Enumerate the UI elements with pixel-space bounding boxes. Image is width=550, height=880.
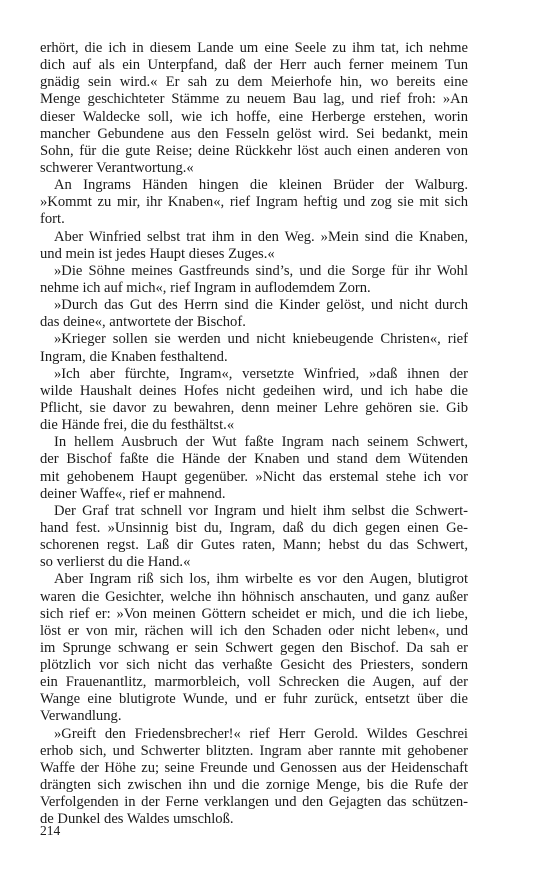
paragraph [40, 263, 468, 297]
text-line: hand fest. »Unsinnig bist du, Ingram, daß du dich gegen einen Ge- [40, 519, 468, 536]
text-line: drängten sich zwischen ihn und die zornige Menge, bis die Rufe der [40, 777, 468, 794]
text-line: Waffe der Höhe zu; seine Freunde und Genossen aus der Heidenschaft [40, 759, 468, 776]
paragraph [40, 40, 468, 177]
text-line: mancher Gebundene aus den Fesseln gelöst wird. Sei bedankt, mein [40, 125, 468, 142]
text-line: Verfolgenden in der Ferne verklangen und den Gejagten das schützen- [40, 794, 468, 811]
text-line: sich rief er: »Von meinen Göttern scheidet er mich, und die ich liebe, [40, 605, 468, 622]
paragraph [40, 297, 468, 331]
text-line: »Kommt zu mir, ihr Knaben«, rief Ingram heftig und zog sie mit sich [40, 194, 468, 211]
paragraph [40, 366, 468, 435]
text-line: Aber Winfried selbst trat ihm in den Weg. »Mein sind die Knaben, [54, 228, 468, 245]
text-line: schwerer Verantwortung.« [40, 159, 194, 176]
text-line: mit gehobenem Haupt gegenüber. »Nicht das erstemal stehe ich vor [40, 468, 468, 485]
text-line: Der Graf trat schnell vor Ingram und hielt ihm selbst die Schwert- [54, 502, 468, 519]
text-line: Menge geschichteter Stämme zu neuem Bau lag, und rief froh: »An [40, 91, 468, 108]
text-line: de Dunkel des Waldes umschloß. [40, 811, 234, 828]
text-line: waren die Gesichter, welche ihn höhnisch anschauten, und ganz außer [40, 588, 468, 605]
text-line: erhört, die ich in diesem Lande um eine Seele zu ihm tat, ich nehme [40, 40, 468, 56]
text-line: schorenen regst. Laß dir Gutes raten, Mann; hebst du das Schwert, [40, 537, 468, 554]
text-line: Pflicht, sie davor zu bewahren, denn meiner Lehre gehören sie. Gib [40, 399, 468, 416]
text-line: »Die Söhne meines Gastfreunds sind’s, und die Sorge für ihr Wohl [54, 262, 468, 279]
text-line: »Ich aber fürchte, Ingram«, versetzte Winfried, »daß ihnen der [54, 365, 468, 382]
text-line: »Krieger sollen sie werden und nicht kniebeugende Christen«, rief [54, 331, 468, 348]
paragraph [40, 331, 468, 365]
text-line: gnädig sein wird.« Er sah zu dem Meierhofe hin, wo bereits eine [40, 74, 468, 91]
paragraph [40, 434, 468, 503]
text-line: so verlierst du die Hand.« [40, 554, 191, 571]
text-line: erhob sich, und Schwerter blitzten. Ingram aber rannte mit gehobener [40, 742, 468, 759]
text-line: Wange eine blutigrote Wunde, und er fuhr zurück, entsetzt über die [40, 691, 468, 708]
text-line: ein Frauenantlitz, marmorbleich, voll Schrecken die Augen, auf der [40, 674, 468, 691]
text-line: Sohn, für die gute Reise; deine Rückkehr löst auch einen anderen von [40, 142, 468, 159]
text-line: Aber Ingram riß sich los, ihm wirbelte es vor den Augen, blutigrot [54, 571, 468, 588]
text-line: das deine«, antwortete der Bischof. [40, 314, 246, 331]
text-line: An Ingrams Händen hingen die kleinen Brüder der Walburg. [54, 177, 468, 194]
text-line: der Bischof faßte die Hände der Knaben und stand dem Wütenden [40, 451, 468, 468]
text-line: In hellem Ausbruch der Wut faßte Ingram nach seinem Schwert, [54, 434, 468, 451]
paragraph [40, 229, 468, 263]
text-line: wilde Haushalt deines Hofes nicht gedeihen wird, und ich habe die [40, 382, 468, 399]
text-line: Verwandlung. [40, 708, 122, 725]
paragraph [40, 571, 468, 725]
text-line: und mein ist jedes Haupt dieses Zuges.« [40, 245, 275, 262]
paragraph [40, 503, 468, 572]
page-number: 214 [40, 823, 61, 838]
text-line: deiner Waffe«, rief er mahnend. [40, 485, 226, 502]
paragraph [40, 726, 468, 829]
text-line: löst er von mir, rächen will ich den Schaden oder nicht leben«, und [40, 622, 468, 639]
text-line: Ingram, die Knaben festhaltend. [40, 348, 228, 365]
paragraph [40, 177, 468, 228]
text-line: dieser Waldecke soll, wie ich hoffe, eine Herberge erstehen, worin [40, 108, 468, 125]
text-line: fort. [40, 211, 65, 228]
text-line: dich auf als ein Unterpfand, daß der Herr auch ferner meinem Tun [40, 57, 468, 74]
page-text [40, 40, 468, 828]
text-line: »Durch das Gut des Herrn sind die Kinder gelöst, und nicht durch [54, 297, 468, 314]
text-line: »Greift den Friedensbrecher!« rief Herr Gerold. Wildes Geschrei [54, 725, 468, 742]
text-line: plötzlich vor sich nicht das verhaßte Gesicht des Priesters, sondern [40, 657, 468, 674]
text-line: im Sprunge schwang er sein Schwert gegen den Bischof. Da sah er [40, 639, 468, 656]
text-line: nehme ich auf mich«, rief Ingram in auflodemdem Zorn. [40, 279, 371, 296]
text-line: die Hände frei, die du festhältst.« [40, 417, 235, 434]
